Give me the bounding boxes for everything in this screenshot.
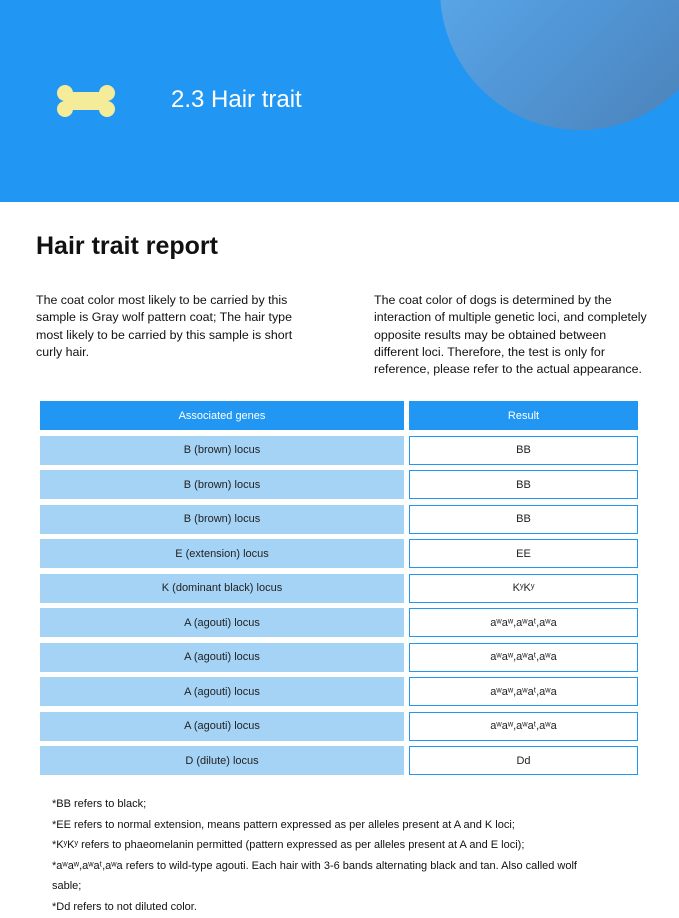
table-row [40, 574, 638, 603]
table-row [40, 746, 638, 775]
table-row [40, 712, 638, 741]
header-result: Result [409, 401, 638, 430]
note-ee: *EE refers to normal extension, means pattern expressed as per alleles present at A and K loci; [52, 818, 515, 831]
result-cell: aʷaʷ,aʷaᵗ,aʷa [409, 643, 638, 672]
gene-cell: A (agouti) locus [40, 643, 404, 672]
section-title: 2.3 Hair trait [171, 86, 302, 113]
table-row [40, 470, 638, 499]
gene-cell: A (agouti) locus [40, 677, 404, 706]
note-aw: *aʷaʷ,aʷaᵗ,aʷa refers to wild-type agouti. Each hair with 3-6 bands alternating black and tan. Also called wolf [52, 859, 577, 872]
table-header-row [40, 401, 638, 430]
gene-cell: E (extension) locus [40, 539, 404, 568]
header-associated-genes: Associated genes [40, 401, 404, 430]
gene-cell: B (brown) locus [40, 505, 404, 534]
gene-cell: B (brown) locus [40, 436, 404, 465]
note-bb: *BB refers to black; [52, 798, 147, 810]
result-cell: BB [409, 436, 638, 465]
header-banner [0, 0, 679, 202]
disclaimer-text: The coat color of dogs is determined by the interaction of multiple genetic loci, and completely opposite results may be obtained between different loci. Therefore, the test is only for reference, please refer to the actual appearance. [374, 293, 647, 377]
table-row [40, 436, 638, 465]
result-cell: Dd [409, 746, 638, 775]
result-cell: BB [409, 505, 638, 534]
gene-cell: D (dilute) locus [40, 746, 404, 775]
summary-text: The coat color most likely to be carried by this sample is Gray wolf pattern coat; The hair type most likely to be carried by this sample is short curly hair. [36, 293, 293, 359]
decorative-circle [440, 0, 679, 130]
table-row [40, 505, 638, 534]
result-cell: aʷaʷ,aʷaᵗ,aʷa [409, 677, 638, 706]
table-row [40, 677, 638, 706]
table-row [40, 539, 638, 568]
bone-icon [56, 84, 116, 118]
result-cell: EE [409, 539, 638, 568]
gene-cell: K (dominant black) locus [40, 574, 404, 603]
footnotes [52, 794, 632, 918]
note-dd: *Dd refers to not diluted color. [52, 900, 197, 913]
result-cell: aʷaʷ,aʷaᵗ,aʷa [409, 608, 638, 637]
note-aw-continued: sable; [52, 880, 82, 893]
result-cell: BB [409, 470, 638, 499]
table-row [40, 608, 638, 637]
note-ky: *KʸKʸ refers to phaeomelanin permitted (pattern expressed as per alleles present at A and E loci); [52, 839, 525, 852]
gene-cell: B (brown) locus [40, 470, 404, 499]
gene-cell: A (agouti) locus [40, 712, 404, 741]
result-cell: KʸKʸ [409, 574, 638, 603]
gene-cell: A (agouti) locus [40, 608, 404, 637]
report-title: Hair trait report [36, 232, 218, 260]
result-cell: aʷaʷ,aʷaᵗ,aʷa [409, 712, 638, 741]
table-row [40, 643, 638, 672]
